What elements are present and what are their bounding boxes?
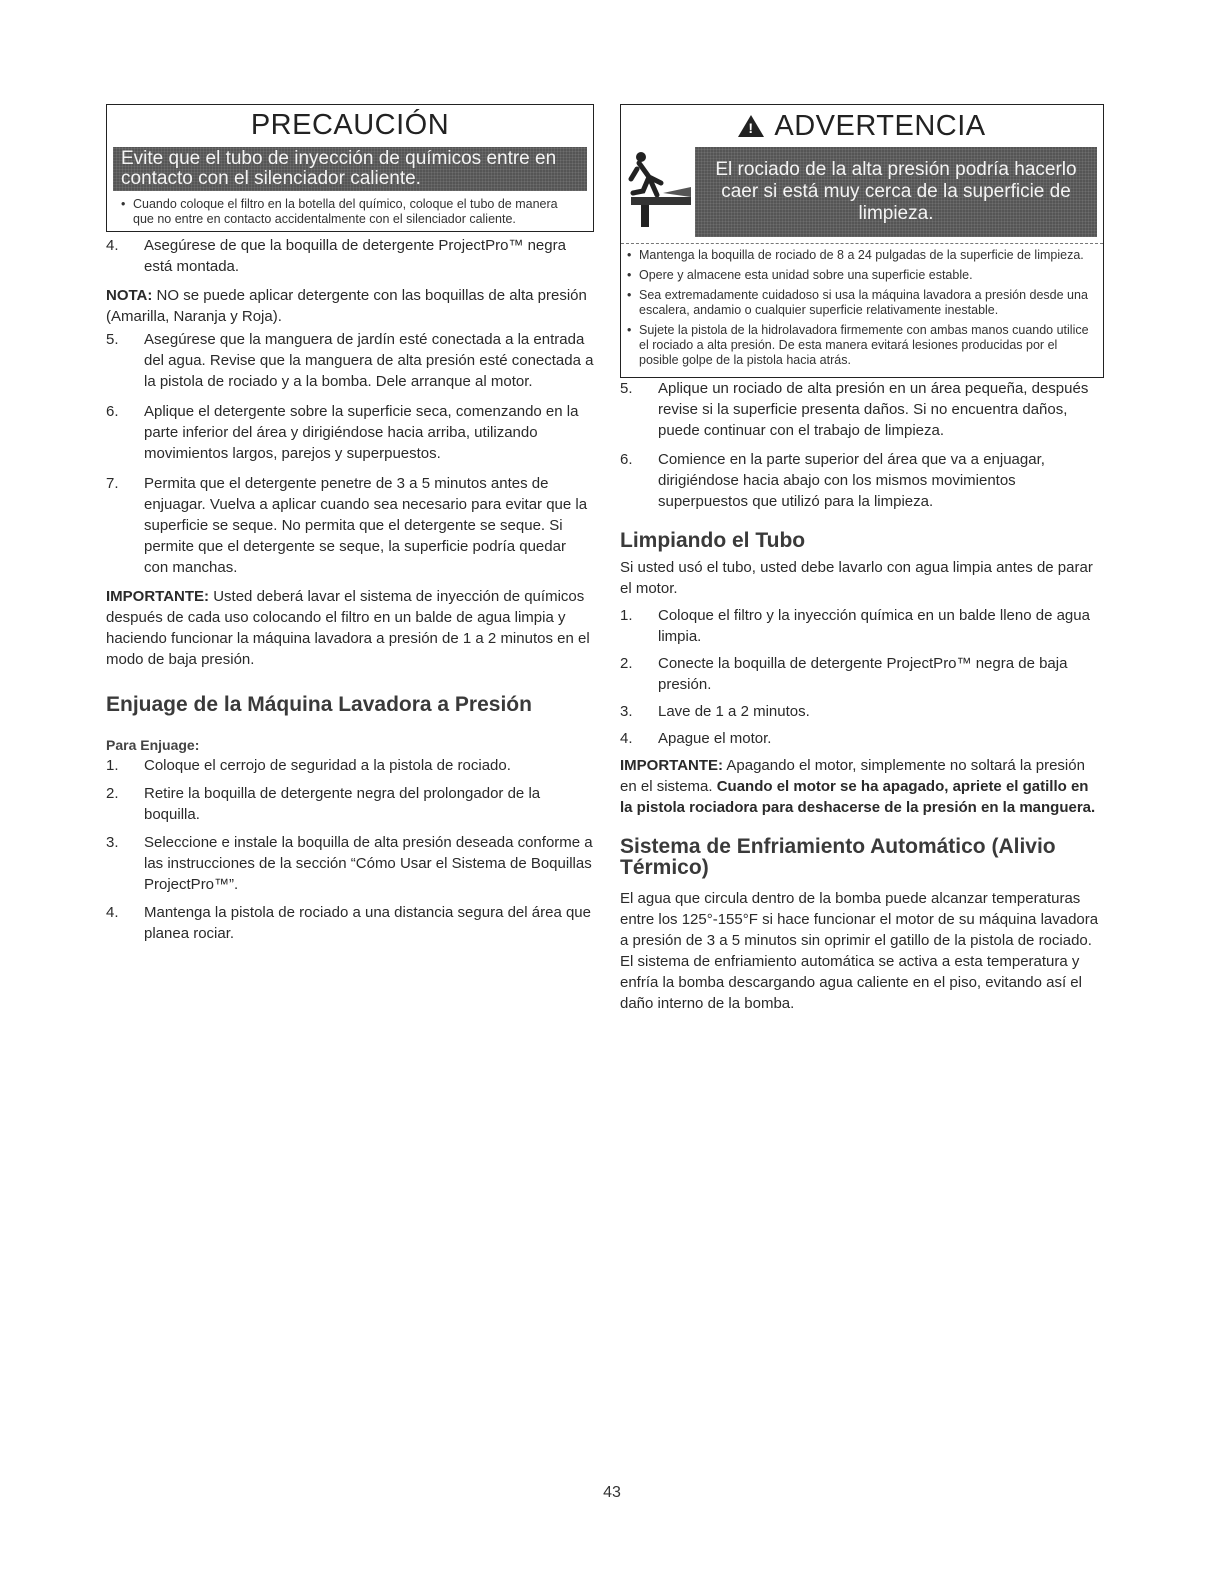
tube-step-1: 1. Coloque el filtro y la inyección química en un balde lleno de agua limpia.	[620, 607, 1090, 645]
important-paragraph: IMPORTANTE: Usted deberá lavar el sistema de inyección de químicos después de cada uso colocando el filtro en un balde de agua limpia y haciendo funcionar la máquina lavadora a presión de 1 a 2 minutos en el modo de baja presión.	[106, 588, 590, 668]
rinse-step-1: 1. Coloque el cerrojo de seguridad a la pistola de rociado.	[106, 757, 511, 774]
caution-box	[106, 104, 594, 232]
caution-banner: Evite que el tubo de inyección de químicos entre en contacto con el silenciador caliente.	[113, 147, 587, 191]
warning-item: • Mantenga la boquilla de rociado de 8 a 24 pulgadas de la superficie de limpieza.	[621, 246, 1103, 266]
warning-box	[620, 104, 1104, 378]
rinse-step-2: 2. Retire la boquilla de detergente negra del prolongador de la boquilla.	[106, 785, 541, 823]
caution-bullet: • Cuando coloque el filtro en la botella del químico, coloque el tubo de manera que no entre en contacto accidentalmente con el silenciador caliente.	[107, 191, 593, 231]
tube-step-4: 4. Apague el motor.	[620, 730, 772, 747]
warning-item: • Sea extremadamente cuidadoso si usa la máquina lavadora a presión desde una escalera, andamio o cualquier superficie relativamente inestable.	[621, 286, 1103, 321]
slip-fall-icon	[627, 147, 695, 231]
warning-list	[621, 243, 1103, 377]
warning-item: • Sujete la pistola de la hidrolavadora firmemente con ambas manos cuando utilice el rociado a alta presión. De esta manera evitará lesiones producidas por el posible golpe de la pistola hacia atrás.	[621, 321, 1103, 371]
caution-title: PRECAUCIÓN	[250, 109, 450, 141]
tube-intro: Si usted usó el tubo, usted debe lavarlo con agua limpia antes de parar el motor.	[620, 559, 1093, 597]
step-5-right: 5. Aplique un rociado de alta presión en un área pequeña, después revise si la superficie presenta daños. Si no encuentra daños, puede continuar con el trabajo de limpieza.	[620, 380, 1089, 439]
tube-important: IMPORTANTE: Apagando el motor, simplemente no soltará la presión en el sistema. Cuando el motor se ha apagado, apriete el gatillo en la pistola rociadora para deshacerse de la presión en la manguera.	[620, 757, 1096, 816]
cooling-paragraph: El agua que circula dentro de la bomba puede alcanzar temperaturas entre los 125°-155°F si hace funcionar el motor de su máquina lavadora a presión de 3 a 5 minutos sin oprimir el gatillo de la pistola de rociado. El sistema de enfriamiento automática se activa a esta temperatura y enfría la bomba descargando agua caliente en el piso, evitando así el daño interno de la bomba.	[620, 890, 1099, 1012]
rinse-step-3: 3. Seleccione e instale la boquilla de alta presión deseada conforme a las instrucciones de la sección “Cómo Usar el Sistema de Boquillas ProjectPro™”.	[106, 834, 593, 893]
page-number: 43	[603, 1484, 621, 1501]
step-4: 4. Asegúrese de que la boquilla de detergente ProjectPro™ negra está montada.	[106, 237, 566, 275]
warning-item: • Opere y almacene esta unidad sobre una superficie estable.	[621, 266, 1103, 286]
step-6-right: 6. Comience en la parte superior del área que va a enjuagar, dirigiéndose hacia abajo con los mismos movimientos superpuestos que utilizó para la limpieza.	[620, 451, 1045, 510]
rinse-subheading: Para Enjuage:	[106, 737, 200, 753]
step-5: 5. Asegúrese que la manguera de jardín esté conectada a la entrada del agua. Revise que la manguera de alta presión esté conectada a la pistola de rociado y a la bomba. Dele arranque al motor.	[106, 331, 594, 390]
warning-header	[621, 105, 1103, 147]
warning-banner: El rociado de la alta presión podría hacerlo caer si está muy cerca de la superficie de limpieza.	[695, 147, 1097, 237]
step-7: 7. Permita que el detergente penetre de 3 a 5 minutos antes de enjuagar. Vuelva a aplicar cuando sea necesario para evitar que la superficie se seque. No permita que el detergente se seque. Si permite que el detergente se seque, la superficie podría quedar con manchas.	[106, 475, 588, 576]
warning-banner-row	[621, 147, 1103, 237]
note-paragraph: NOTA: NO se puede aplicar detergente con las boquillas de alta presión (Amarilla, Naranja y Roja).	[106, 287, 587, 325]
tube-heading: Limpiando el Tubo	[620, 529, 806, 552]
tube-step-3: 3. Lave de 1 a 2 minutos.	[620, 703, 810, 720]
rinse-heading: Enjuage de la Máquina Lavadora a Presión	[106, 693, 532, 716]
step-6: 6. Aplique el detergente sobre la superficie seca, comenzando en la parte inferior del área y dirigiéndose hacia arriba, utilizando movimientos largos, parejos y superpuestos.	[106, 403, 579, 462]
right-column	[620, 104, 1104, 1014]
warning-title: ADVERTENCIA	[774, 109, 986, 142]
left-column	[106, 104, 594, 944]
cooling-heading: Sistema de Enfriamiento Automático (Alivio Térmico)	[620, 835, 1056, 879]
warning-triangle-icon: !	[738, 115, 764, 137]
rinse-step-4: 4. Mantenga la pistola de rociado a una distancia segura del área que planea rociar.	[106, 904, 591, 942]
tube-step-2: 2. Conecte la boquilla de detergente ProjectPro™ negra de baja presión.	[620, 655, 1068, 693]
